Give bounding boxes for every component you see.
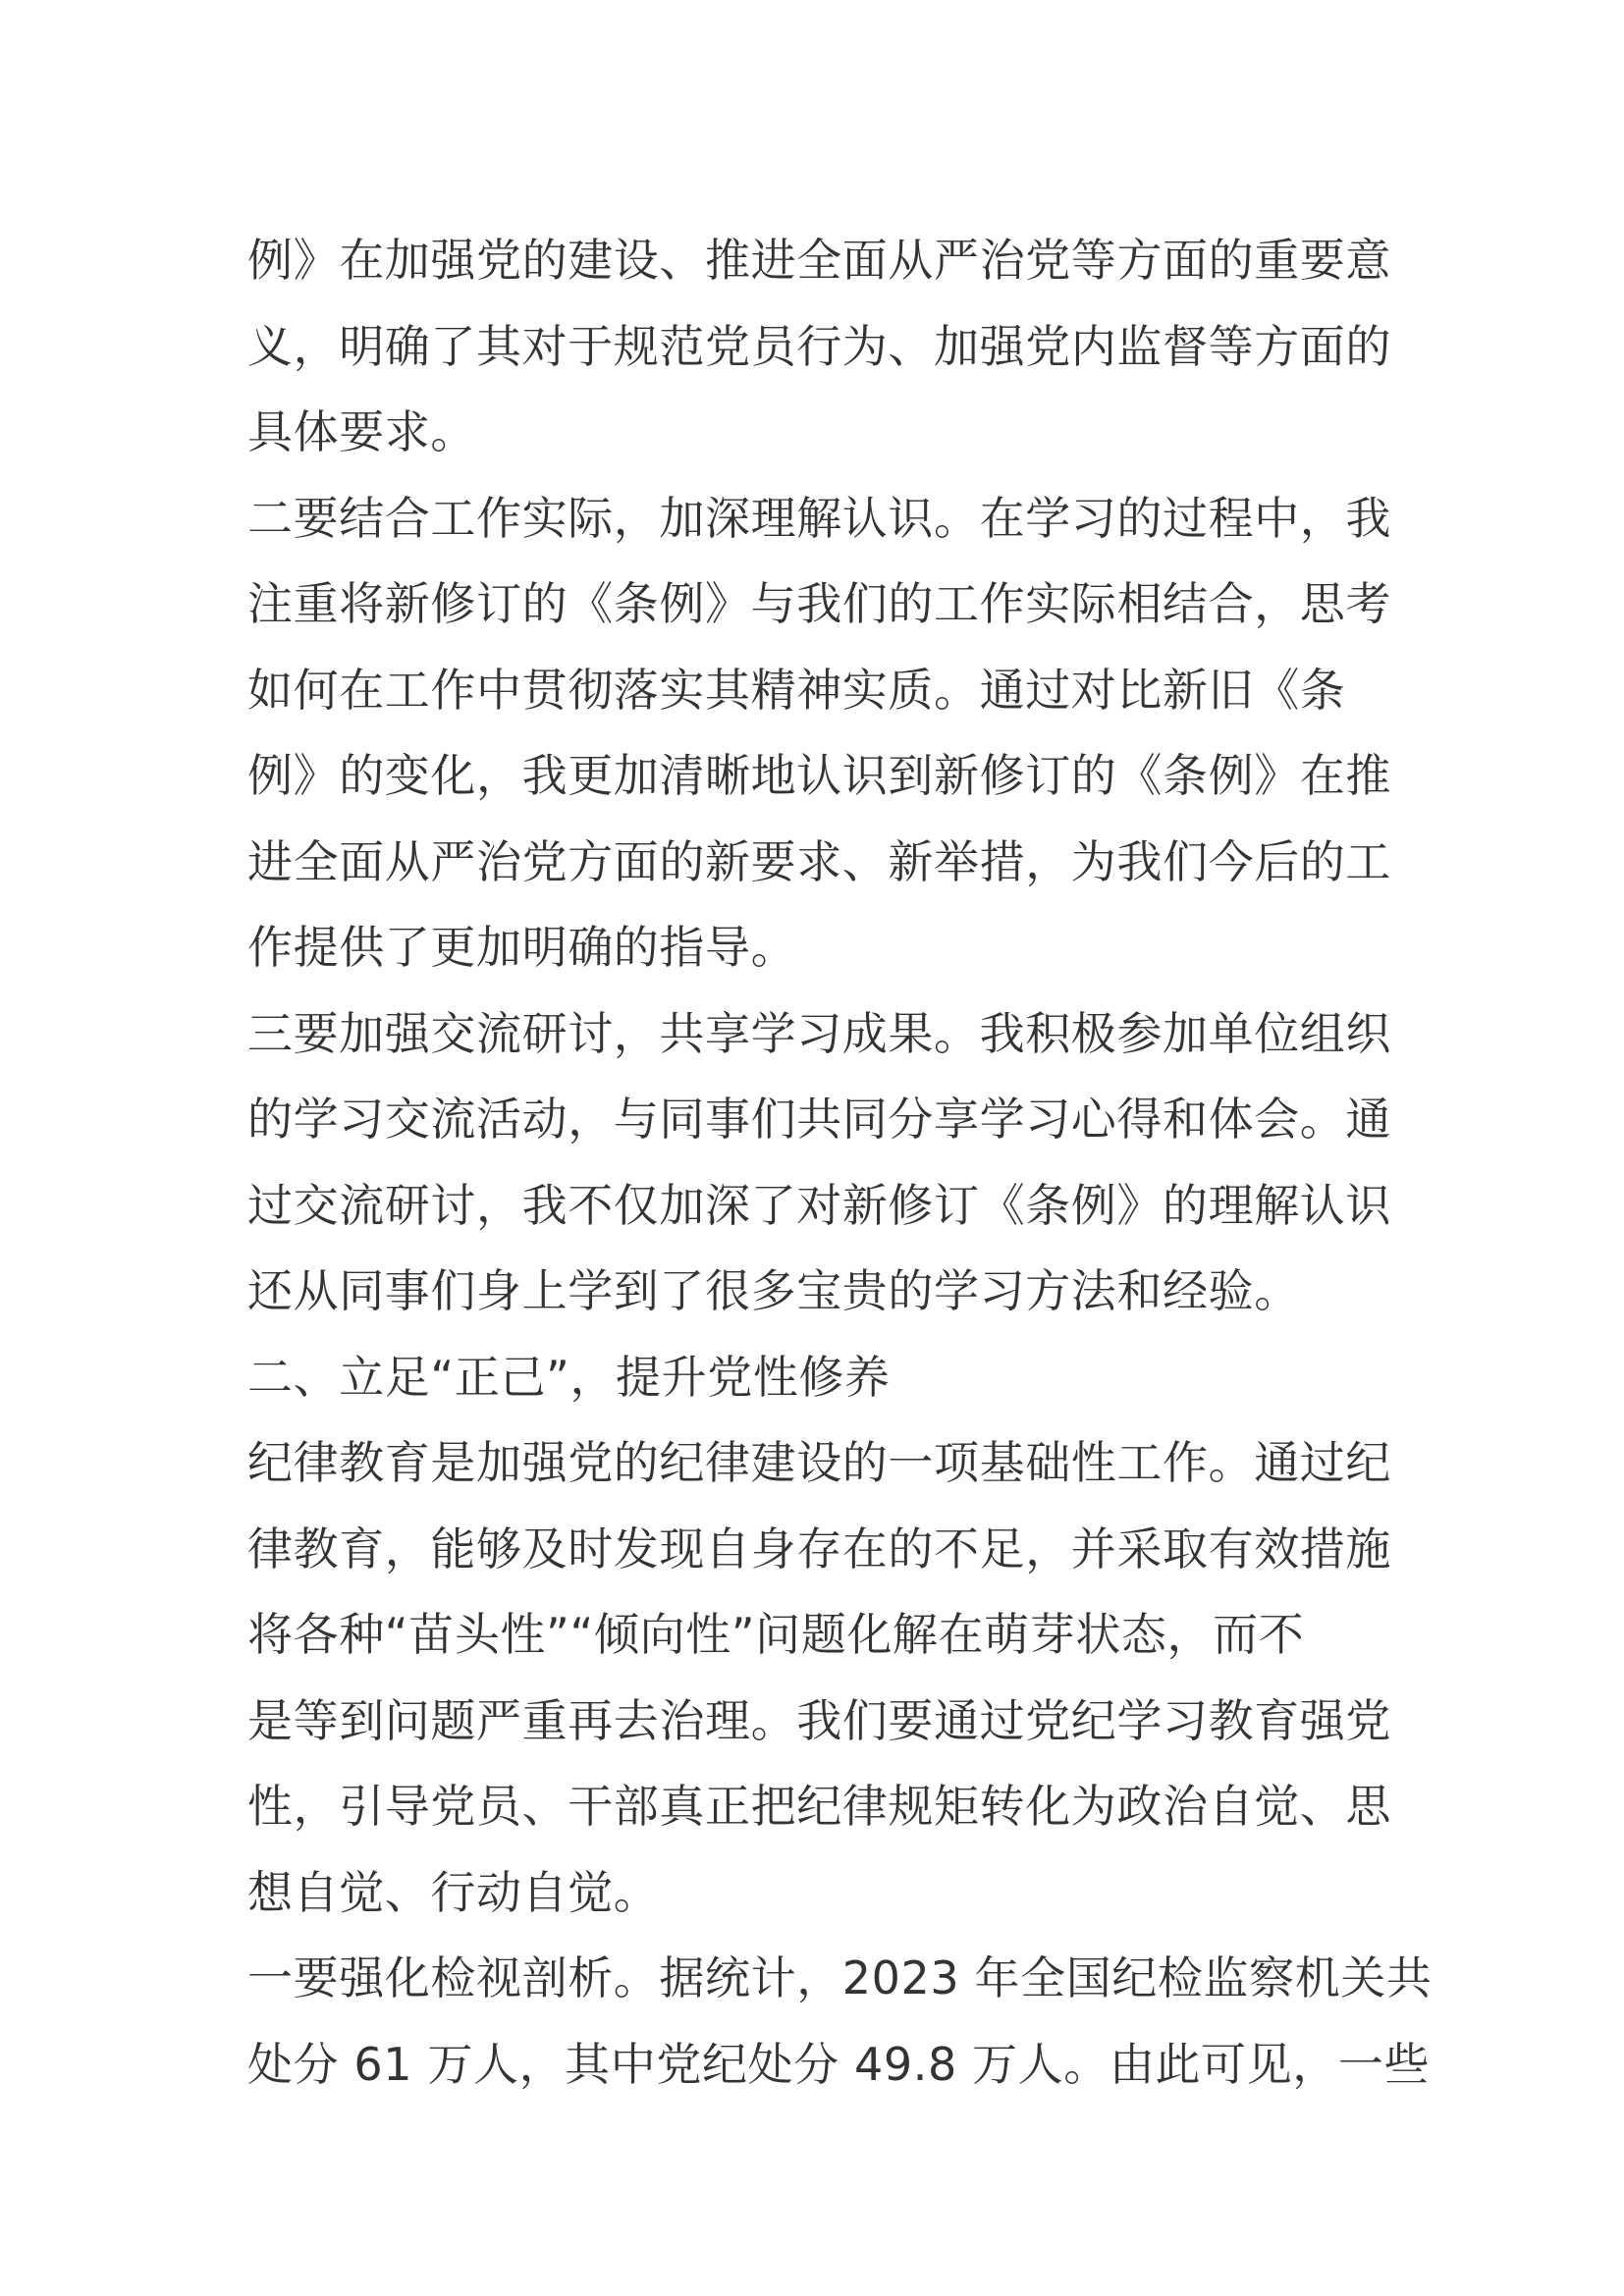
text-line-22: 处分 61 万人，其中党纪处分 49.8 万人。由此可见，一些 bbox=[247, 2037, 1431, 2091]
document-body bbox=[247, 218, 1433, 2108]
text-line-8: 进全面从严治党方面的新要求、新举措，为我们今后的工 bbox=[247, 834, 1391, 888]
text-line-13: 还从同事们身上学到了很多宝贵的学习方法和经验。 bbox=[247, 1264, 1300, 1317]
text-line-10: 三要加强交流研讨，共享学习成果。我积极参加单位组织 bbox=[247, 1006, 1391, 1060]
text-line-11: 的学习交流活动，与同事们共同分享学习心得和体会。通 bbox=[247, 1093, 1391, 1146]
text-line-7: 例》的变化，我更加清晰地认识到新修订的《条例》在推 bbox=[247, 749, 1391, 802]
text-line-16: 律教育，能够及时发现自身存在的不足，并采取有效措施 bbox=[247, 1522, 1391, 1575]
text-line-17: 将各种“苗头性”“倾向性”问题化解在萌芽状态，而不 bbox=[247, 1608, 1305, 1661]
text-line-18: 是等到问题严重再去治理。我们要通过党纪学习教育强党 bbox=[247, 1693, 1391, 1747]
text-line-4: 二要结合工作实际，加深理解认识。在学习的过程中，我 bbox=[247, 491, 1391, 545]
text-line-3: 具体要求。 bbox=[247, 405, 476, 458]
text-line-15: 纪律教育是加强党的纪律建设的一项基础性工作。通过纪 bbox=[247, 1436, 1391, 1489]
text-line-20: 想自觉、行动自觉。 bbox=[247, 1865, 660, 1919]
section-heading: 二、立足“正己”，提升党性修养 bbox=[247, 1350, 891, 1404]
text-line-5: 注重将新修订的《条例》与我们的工作实际相结合，思考 bbox=[247, 577, 1391, 630]
text-line-21: 一要强化检视剖析。据统计，2023 年全国纪检监察机关共 bbox=[247, 1951, 1433, 2004]
text-line-2: 义，明确了其对于规范党员行为、加强党内监督等方面的 bbox=[247, 319, 1391, 373]
text-line-19: 性，引导党员、干部真正把纪律规矩转化为政治自觉、思 bbox=[247, 1780, 1391, 1833]
text-line-9: 作提供了更加明确的指导。 bbox=[247, 921, 797, 974]
text-line-6: 如何在工作中贯彻落实其精神实质。通过对比新旧《条 bbox=[247, 663, 1346, 717]
text-line-12: 过交流研讨，我不仅加深了对新修订《条例》的理解认识 bbox=[247, 1178, 1391, 1232]
text-line-1: 例》在加强党的建设、推进全面从严治党等方面的重要意 bbox=[247, 234, 1391, 287]
